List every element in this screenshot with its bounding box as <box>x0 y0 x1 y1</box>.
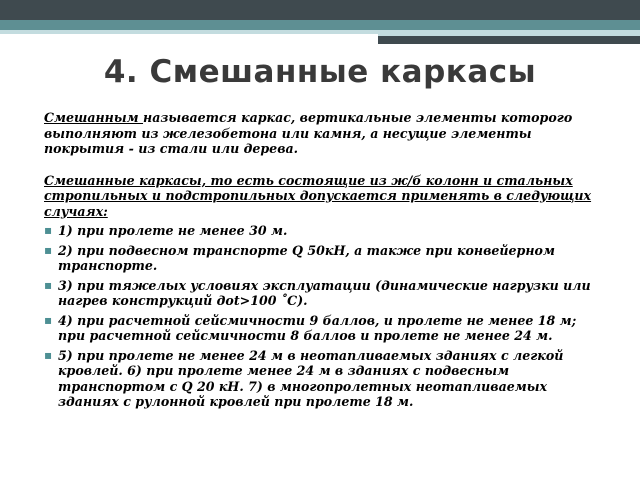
list-item <box>44 348 606 410</box>
header-accent-line <box>378 34 640 36</box>
list-item <box>44 313 606 344</box>
header-teal-stripe <box>0 20 640 30</box>
list-item <box>44 223 606 239</box>
list-item <box>44 278 606 309</box>
slide-title: 4. Смешанные каркасы <box>103 54 537 90</box>
list-item-text: 2) при подвесном транспорте Q 50кН, а также при конвейерном транспорте. <box>58 242 555 273</box>
bullet-icon: ▪ <box>44 277 53 292</box>
list-item-text: 5) при пролете не менее 24 м в неотапливаемых зданиях с легкой кровлей. 6) при пролете менее 24 м в зданиях с подвесным транспортом с Q 20 кН. 7) в многопролетных неотапливаемых зданиях с рулонной кровлей при пролете 18 м. <box>58 347 564 409</box>
slide-content <box>44 110 606 414</box>
conditions-list <box>44 223 606 410</box>
header-dark-bar <box>0 0 640 20</box>
list-item <box>44 243 606 274</box>
list-item-text: 1) при пролете не менее 30 м. <box>58 223 288 238</box>
bullet-icon: ▪ <box>44 242 53 257</box>
bullet-icon: ▪ <box>44 223 53 237</box>
list-item-text: 4) при расчетной сейсмичности 9 баллов, и пролете не менее 18 м; при расчетной сейсмичности 8 баллов и пролете не менее 24 м. <box>58 312 577 343</box>
list-item-text: 3) при тяжелых условиях эксплуатации (динамические нагрузки или нагрев конструкций дot>100 ˚С). <box>58 277 591 308</box>
bullet-icon: ▪ <box>44 347 53 362</box>
intro-definition: называется каркас, вертикальные элементы которого выполняют из железобетона или камня, а несущие элементы покрытия - из стали или дерева. <box>44 110 573 156</box>
intro-paragraph <box>44 110 606 157</box>
bullet-icon: ▪ <box>44 312 53 327</box>
intro-term: Смешанным <box>44 110 144 125</box>
condition-heading: Смешанные каркасы, то есть состоящие из ж/б колонн и стальных стропильных и подстропильных допускается применять в следующих случаях: <box>44 172 592 219</box>
